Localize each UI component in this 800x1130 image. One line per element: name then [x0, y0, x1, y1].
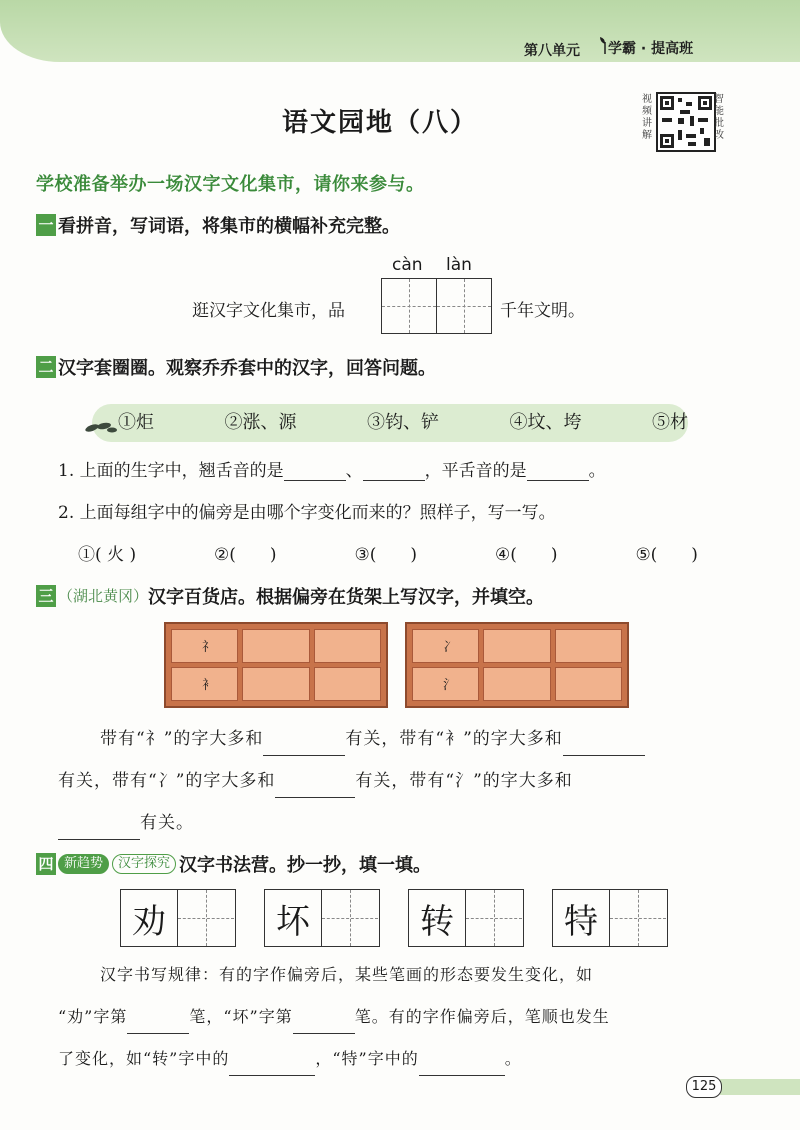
separator: 、 — [345, 461, 363, 481]
shelf-cell[interactable] — [314, 629, 381, 663]
section-4-heading — [36, 851, 431, 877]
shelf-cell[interactable] — [555, 667, 622, 701]
calligraphy-box[interactable] — [120, 889, 236, 947]
char-item[interactable]: ②涨、源 — [224, 412, 297, 433]
radical-label: 氵 — [443, 678, 457, 693]
question-text: ，平舌音的是 — [424, 461, 527, 481]
section-instruction: 看拼音，写词语，将集市的横幅补充完整。 — [58, 216, 400, 237]
grid-cell[interactable] — [382, 279, 437, 333]
practice-cell[interactable] — [178, 890, 234, 946]
fill-text: “劝”字第 — [58, 1007, 128, 1026]
model-char: 劝 — [132, 902, 166, 942]
section-3-heading — [36, 583, 544, 609]
answer-blank[interactable] — [229, 1075, 315, 1076]
fill-text: 有关。 — [140, 813, 194, 833]
leaves-icon — [84, 418, 118, 436]
char-item[interactable]: ⑤材 — [652, 412, 688, 433]
banner-text-before: 逛汉字文化集市，品 — [192, 301, 345, 321]
calligraphy-box[interactable] — [264, 889, 380, 947]
qr-right-label: 智能批改 — [714, 94, 724, 141]
radical-label: 衤 — [202, 678, 216, 693]
answer-blank[interactable] — [263, 755, 345, 756]
fill-text: 笔。有的字作偏旁后，笔顺也发生 — [354, 1007, 610, 1026]
shelf-right — [405, 622, 629, 708]
shelf-line-2 — [58, 764, 573, 798]
calligraphy-box[interactable] — [552, 889, 668, 947]
model-char: 转 — [420, 902, 454, 942]
practice-cell[interactable] — [466, 890, 522, 946]
shelf-cell[interactable] — [483, 629, 550, 663]
question-1 — [58, 456, 606, 481]
shelf-cell[interactable] — [555, 629, 622, 663]
section-2-heading — [36, 354, 436, 380]
answer-blank[interactable] — [293, 1033, 355, 1034]
qr-code-block[interactable] — [642, 92, 726, 148]
answer-item[interactable]: ⑤( ) — [635, 545, 698, 565]
question-text: 1. 上面的生字中，翘舌音的是 — [58, 461, 284, 481]
fill-text: 有关，带有“氵”的字大多和 — [355, 771, 573, 791]
qr-left-label: 视频讲解 — [642, 94, 652, 141]
answer-item[interactable]: ①( 火 ) — [78, 545, 137, 565]
pinyin-1: càn — [392, 255, 423, 275]
answer-item[interactable]: ③( ) — [354, 545, 418, 565]
char-item[interactable]: ③钧、铲 — [367, 412, 439, 433]
character-items — [118, 408, 688, 434]
section-instruction: 汉字百货店。根据偏旁在货架上写汉字，并填空。 — [148, 587, 545, 608]
shelf-cell[interactable] — [483, 667, 550, 701]
section-number: 四 — [36, 853, 56, 875]
shelf-cell[interactable] — [171, 667, 238, 701]
answer-blank[interactable] — [284, 480, 346, 481]
pinyin-2: làn — [446, 255, 472, 275]
shelf-line-1 — [100, 722, 645, 756]
model-char: 坏 — [276, 902, 310, 942]
answer-blank[interactable] — [58, 839, 140, 840]
radical-label: 冫 — [443, 640, 457, 655]
shelf-cell[interactable] — [242, 667, 309, 701]
answer-item[interactable]: ②( ) — [214, 545, 277, 565]
brand-label: 学霸 · 提高班 — [608, 41, 694, 57]
shelf-cell[interactable] — [412, 667, 479, 701]
shelf-cell[interactable] — [314, 667, 381, 701]
section-instruction: 汉字书法营。抄一抄，填一填。 — [179, 855, 432, 876]
answer-blank[interactable] — [563, 755, 645, 756]
fill-text: 。 — [504, 1049, 522, 1068]
qr-code-icon[interactable] — [656, 92, 716, 152]
banner-text-after: 千年文明。 — [500, 301, 585, 321]
page-number: 125 — [686, 1076, 722, 1098]
rule-line-1: 汉字书写规律：有的字作偏旁后，某些笔画的形态要发生变化，如 — [100, 965, 594, 984]
section-1-heading — [36, 212, 400, 238]
practice-cell[interactable] — [322, 890, 378, 946]
intro-text: 学校准备举办一场汉字文化集市，请你来参与。 — [36, 174, 425, 195]
answer-blank[interactable] — [127, 1033, 189, 1034]
answer-row — [78, 540, 698, 565]
model-char-cell — [553, 890, 610, 946]
char-item[interactable]: ④坟、垮 — [509, 412, 582, 433]
practice-cell[interactable] — [610, 890, 666, 946]
page-title: 语文园地（八） — [281, 108, 478, 138]
section-instruction: 汉字套圈圈。观察乔乔套中的汉字，回答问题。 — [58, 358, 436, 379]
page-bar — [720, 1079, 800, 1095]
region-label: （湖北黄冈） — [58, 587, 149, 605]
section-number: 一 — [36, 214, 56, 236]
fill-text: 有关，带有“衤”的字大多和 — [345, 729, 563, 749]
answer-blank[interactable] — [275, 797, 355, 798]
answer-grid[interactable] — [381, 278, 492, 334]
rule-line-2 — [58, 1000, 610, 1034]
radical-label: 礻 — [202, 640, 216, 655]
fill-text: 了变化，如“转”字中的 — [58, 1049, 230, 1068]
answer-blank[interactable] — [363, 480, 425, 481]
fill-text: 笔，“坏”字第 — [189, 1007, 293, 1026]
shelf-cell[interactable] — [242, 629, 309, 663]
calligraphy-box[interactable] — [408, 889, 524, 947]
fill-text: 有关，带有“冫”的字大多和 — [58, 771, 276, 791]
tag-new-trend: 新趋势 — [58, 854, 109, 874]
model-char: 特 — [564, 902, 598, 942]
fill-text: ，“特”字中的 — [315, 1049, 419, 1068]
answer-blank[interactable] — [527, 480, 589, 481]
fill-text: 带有“礻”的字大多和 — [100, 729, 264, 749]
shelf-left — [164, 622, 388, 708]
shelf-cell[interactable] — [171, 629, 238, 663]
shelf-cell[interactable] — [412, 629, 479, 663]
model-char-cell — [409, 890, 466, 946]
section-number: 二 — [36, 356, 56, 378]
question-2: 2. 上面每组字中的偏旁是由哪个字变化而来的？照样子，写一写。 — [58, 503, 556, 523]
section-number: 三 — [36, 585, 56, 607]
answer-blank[interactable] — [419, 1075, 505, 1076]
rule-line-3 — [58, 1042, 522, 1076]
char-item[interactable]: ①炬 — [118, 412, 154, 433]
shelf-line-3 — [58, 806, 194, 840]
grid-cell[interactable] — [437, 279, 491, 333]
answer-item[interactable]: ④( ) — [494, 545, 558, 565]
tag-exploration: 汉字探究 — [112, 854, 176, 874]
model-char-cell — [121, 890, 178, 946]
unit-label: 第八单元 — [524, 43, 580, 59]
question-text: 。 — [588, 461, 606, 481]
model-char-cell — [265, 890, 322, 946]
